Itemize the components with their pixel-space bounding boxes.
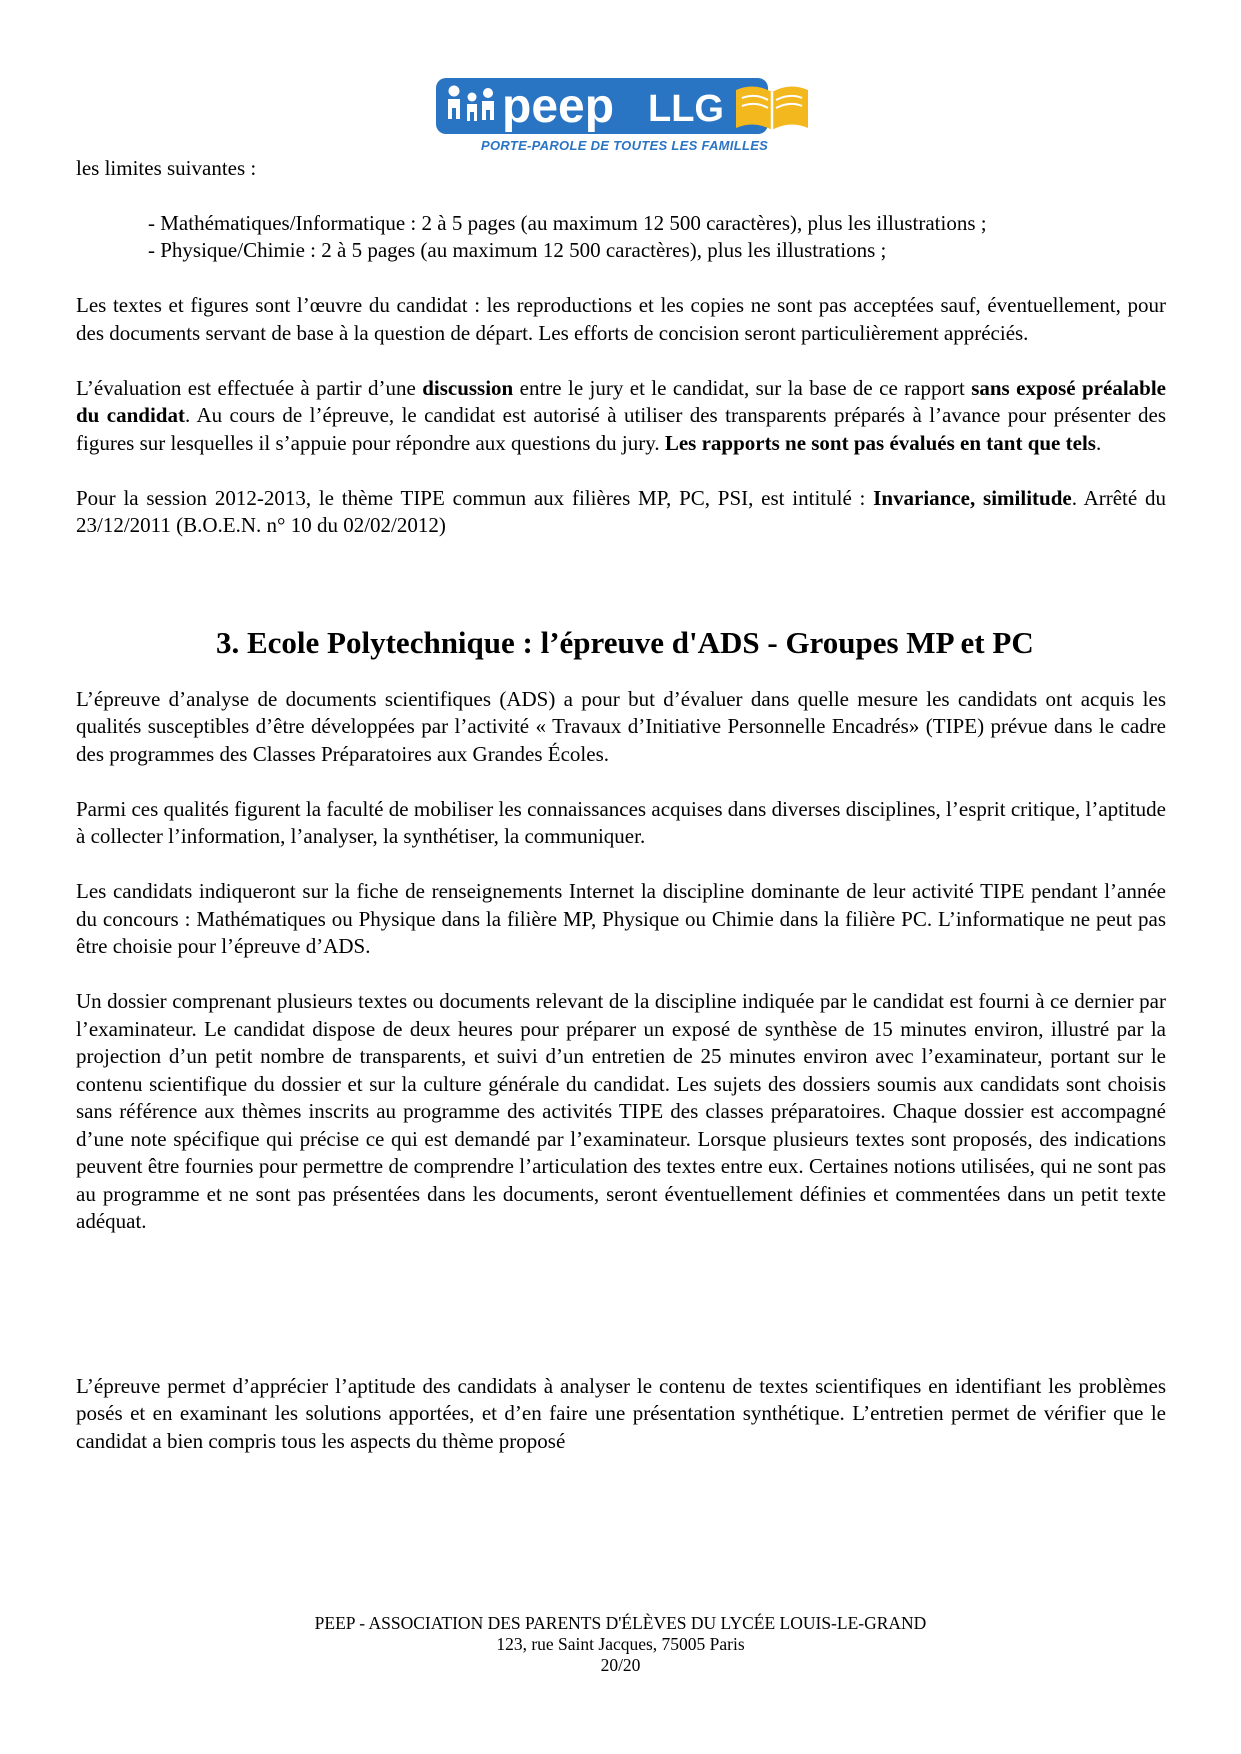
list-item: - Mathématiques/Informatique : 2 à 5 pages (au maximum 12 500 caractères), plus les illustrations ; (148, 210, 987, 235)
paragraph: L’épreuve d’analyse de documents scientifiques (ADS) a pour but d’évaluer dans quelle mesure les candidats ont acquis les qualités susceptibles d’être développées par l’activité « Travaux d’Initiative Personnelle Encadrés» (TIPE) prévue dans le cadre des programmes des Classes Préparatoires aux Grandes Écoles. (76, 686, 1166, 766)
footer-association: PEEP - ASSOCIATION DES PARENTS D'ÉLÈVES DU LYCÉE LOUIS-LE-GRAND (314, 1613, 927, 1633)
paragraph: Parmi ces qualités figurent la faculté de mobiliser les connaissances acquises dans diverses disciplines, l’esprit critique, l’aptitude à collecter l’information, l’analyser, la synthétiser, la communiquer. (76, 796, 1166, 848)
peep-llg-logo (436, 76, 808, 156)
page-footer (0, 1613, 1241, 1676)
peep-logo-graphic (436, 76, 808, 138)
paragraph: L’épreuve permet d’apprécier l’aptitude des candidats à analyser le contenu de textes scientifiques en identifiant les problèmes posés et en examinant les solutions apportées, et d’en faire une présentation synthétique. L’entretien permet de vérifier que le candidat a bien compris tous les aspects du thème proposé (76, 1373, 1166, 1453)
page-number: 20/20 (600, 1655, 641, 1675)
open-book-icon (736, 86, 808, 130)
paragraph: Un dossier comprenant plusieurs textes ou documents relevant de la discipline indiquée par le candidat est fourni à ce dernier par l’examinateur. Le candidat dispose de deux heures pour préparer un exposé de synthèse de 15 minutes environ, illustré par la projection d’un petit nombre de transparents, et suivi d’un entretien de 25 minutes environ avec l’examinateur, portant sur le contenu scientifique du dossier et sur la culture générale du candidat. Les sujets des dossiers soumis aux candidats sont choisis sans référence aux thèmes inscrits au programme des activités TIPE des classes préparatoires. Chaque dossier est accompagné d’une note spécifique qui précise ce qui est demandé par l’examinateur. Lorsque plusieurs textes sont proposés, des indications peuvent être fournies pour permettre de comprendre l’articulation des textes entre eux. Certaines notions utilisées, qui ne sont pas au programme et ne sont pas présentées dans les documents, seront éventuellement définies et commentées dans un petit texte adéquat. (76, 989, 1166, 1233)
document-body (76, 155, 1166, 1455)
bold-text: sans exposé préalable du candidat (76, 375, 1166, 427)
section-heading: 3. Ecole Polytechnique : l’épreuve d'ADS - Groupes MP et PC (216, 624, 1034, 660)
bold-text: Invariance, similitude (873, 485, 1072, 510)
list-item: - Physique/Chimie : 2 à 5 pages (au maximum 12 500 caractères), plus les illustrations ; (148, 238, 887, 262)
paragraph-evaluation: L’évaluation est effectuée à partir d’une discussion entre le jury et le candidat, sur la base de ce rapport sans exposé préalable du candidat. Au cours de l’épreuve, le candidat est autorisé à utiliser des transparents préparés à l’avance pour présenter des figures sur lesquelles il s’appuie pour répondre aux questions du jury. Les rapports ne sont pas évalués en tant que tels. (76, 375, 1166, 455)
bold-text: Les rapports ne sont pas évalués en tant que tels (664, 430, 1096, 455)
bold-text: discussion (422, 375, 514, 400)
footer-address: 123, rue Saint Jacques, 75005 Paris (496, 1634, 745, 1654)
logo-tagline: PORTE-PAROLE DE TOUTES LES FAMILLES (481, 138, 769, 153)
logo-llg: LLG (648, 88, 724, 130)
intro-line: les limites suivantes : (76, 156, 257, 180)
paragraph-texts: Les textes et figures sont l’œuvre du candidat : les reproductions et les copies ne sont pas acceptées sauf, éventuellement, pour des documents servant de base à la question de départ. Les efforts de concision seront particulièrement appréciés. (76, 293, 1166, 345)
paragraph-session: Pour la session 2012-2013, le thème TIPE commun aux filières MP, PC, PSI, est intitulé : Invariance, similitude. Arrêté du 23/12/2011 (B.O.E.N. n° 10 du 02/02/2012) (76, 485, 1166, 537)
logo-wordmark: peep (502, 80, 615, 133)
paragraph: Les candidats indiqueront sur la fiche de renseignements Internet la discipline dominante de leur activité TIPE pendant l’année du concours : Mathématiques ou Physique dans la filière MP, Physique ou Chimie dans la filière PC. L’informatique ne peut pas être choisie pour l’épreuve d’ADS. (76, 879, 1166, 958)
limits-list (148, 210, 1166, 265)
